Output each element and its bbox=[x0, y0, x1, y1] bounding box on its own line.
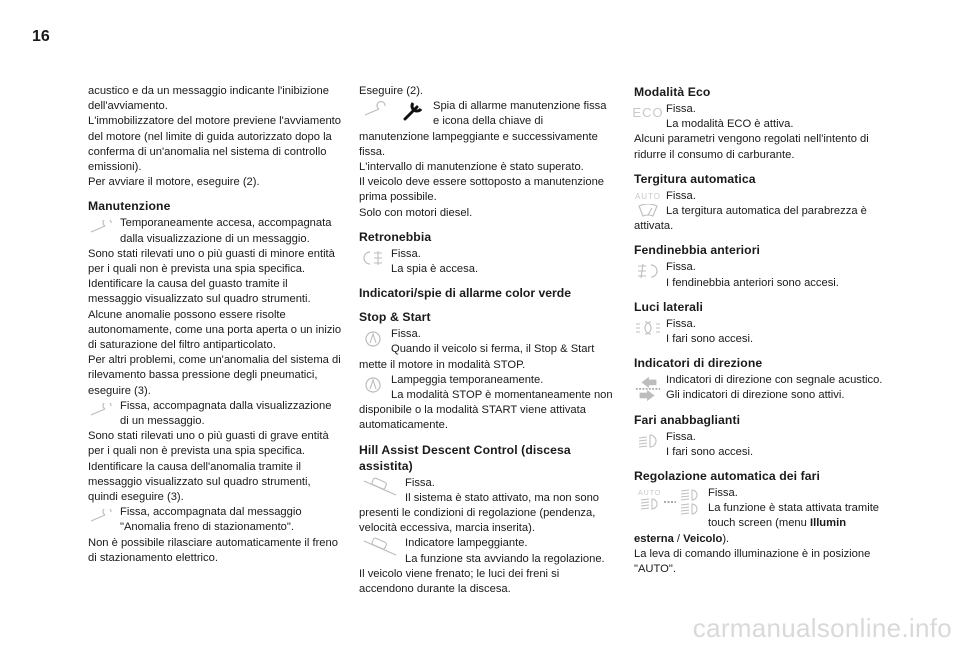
text: / bbox=[673, 532, 684, 545]
paragraph: I fendinebbia anteriori sono accesi. bbox=[666, 276, 839, 289]
paragraph: I fari sono accesi. bbox=[666, 333, 754, 346]
paragraph: Alcune anomalie possono essere risolte autonomamente, come una porta aperta o un inizio di saturazione del filtro antiparticolato. bbox=[88, 308, 342, 352]
auto-headlamps-icon bbox=[634, 486, 704, 518]
hill-descent-icon bbox=[359, 536, 401, 558]
wrench-icon bbox=[88, 505, 116, 527]
paragraph: Temporaneamente accesa, accompagnata dalla visualizzazione di un messaggio. bbox=[120, 217, 332, 245]
front-fog-item bbox=[634, 260, 888, 290]
column-2 bbox=[359, 84, 613, 597]
paragraph: Il veicolo viene frenato; le luci dei freni si accendono durante la discesa. bbox=[359, 567, 560, 596]
rear-fog-icon bbox=[359, 247, 387, 269]
section-title-front-fog: Fendinebbia anteriori bbox=[634, 243, 761, 258]
paragraph: La funzione sta avviando la regolazione. bbox=[405, 552, 605, 565]
paragraph: I fari sono accesi. bbox=[666, 445, 754, 458]
paragraph: Il sistema è stato attivato, ma non sono presenti le condizioni di regolazione (pendenza, velocità eccessiva, marcia inserita). bbox=[359, 491, 600, 535]
section-title-wiper: Tergitura automatica bbox=[634, 171, 756, 186]
wrench-icon bbox=[88, 399, 116, 421]
paragraph: Fissa. bbox=[666, 103, 696, 115]
paragraph: La modalità STOP è momentaneamente non disponibile o la modalità START viene attivata automaticamente. bbox=[359, 389, 613, 432]
rear-fog-item bbox=[359, 247, 613, 277]
page-number: 16 bbox=[32, 28, 50, 45]
paragraph: Fissa. bbox=[391, 247, 421, 260]
section-title-retronebbia: Retronebbia bbox=[359, 229, 432, 244]
section-title-auto-headlamps: Regolazione automatica dei fari bbox=[634, 469, 820, 484]
section-title-side-lights: Luci laterali bbox=[634, 299, 704, 314]
paragraph: Fissa. bbox=[708, 487, 738, 500]
paragraph: Fissa, accompagnata dalla visualizzazione di un messaggio. bbox=[120, 399, 332, 428]
paragraph: Identificare la causa dell'anomalia tramite il messaggio visualizzato sul quadro strumenti, quindi eseguire (3). bbox=[88, 460, 311, 504]
menu-name: Veicolo bbox=[683, 532, 723, 545]
column-1 bbox=[88, 84, 342, 566]
paragraph: Fissa, accompagnata dal messaggio "Anomalia freno di stazionamento". bbox=[120, 506, 302, 534]
section-title-low-beam: Fari anabbaglianti bbox=[634, 412, 741, 427]
paragraph: L'intervallo di manutenzione è stato superato. bbox=[359, 161, 584, 174]
paragraph: Eseguire (2). bbox=[359, 85, 424, 97]
front-fog-icon bbox=[634, 260, 662, 282]
paragraph: Lampeggia temporaneamente. bbox=[391, 373, 544, 386]
paragraph: Identificare la causa del guasto tramite il messaggio visualizzato sul quadro strumenti. bbox=[88, 278, 311, 306]
maintenance-item-3 bbox=[88, 505, 342, 566]
paragraph: Alcuni parametri vengono regolati nell'intento di ridurre il consumo di carburante. bbox=[634, 133, 869, 161]
paragraph: Fissa. bbox=[405, 476, 435, 489]
paragraph: Il veicolo deve essere sottoposto a manutenzione prima possibile. bbox=[359, 176, 605, 204]
wrench-icon bbox=[88, 216, 116, 238]
column-3 bbox=[634, 84, 888, 577]
section-title-stop-start: Stop & Start bbox=[359, 310, 431, 325]
paragraph: Fissa. bbox=[666, 261, 696, 274]
paragraph: Fissa. bbox=[391, 328, 421, 341]
paragraph: Indicatore lampeggiante. bbox=[405, 537, 528, 550]
paragraph: Per avviare il motore, eseguire (2). bbox=[88, 176, 260, 189]
hadc-item-1 bbox=[359, 476, 613, 537]
maintenance-wrench-icon bbox=[359, 99, 429, 121]
stop-start-item-2 bbox=[359, 373, 613, 434]
paragraph: Sono stati rilevati uno o più guasti di minore entità per i quali non è prevista una spia specifica. bbox=[88, 247, 335, 276]
paragraph: Indicatori di direzione con segnale acustico. bbox=[666, 374, 883, 387]
paragraph: Sono stati rilevati uno o più guasti di grave entità per i quali non è prevista una spia specifica. bbox=[88, 430, 329, 458]
section-title-eco: Modalità Eco bbox=[634, 85, 711, 99]
side-lights-icon bbox=[634, 317, 662, 339]
side-lights-item bbox=[634, 317, 888, 347]
auto-wiper-icon bbox=[634, 189, 662, 219]
paragraph: Quando il veicolo si ferma, il Stop & Start mette il motore in modalità STOP. bbox=[359, 343, 595, 371]
section-title-direction: Indicatori di direzione bbox=[634, 356, 763, 371]
section-title-manutenzione: Manutenzione bbox=[88, 199, 171, 214]
low-beam-item bbox=[634, 430, 888, 460]
auto-label: AUTO bbox=[634, 192, 662, 202]
paragraph: La spia è accesa. bbox=[391, 263, 479, 276]
paragraph: La leva di comando illuminazione è in posizione "AUTO". bbox=[634, 547, 871, 576]
paragraph: Fissa. bbox=[666, 189, 696, 202]
stop-start-icon bbox=[359, 373, 387, 395]
low-beam-icon bbox=[634, 430, 662, 452]
menu-name: Illumin esterna bbox=[634, 517, 847, 545]
text: ). bbox=[722, 532, 730, 545]
maintenance-item-1 bbox=[88, 216, 342, 398]
text: La funzione è stata attivata tramite touch screen (menu bbox=[708, 502, 880, 530]
auto-wiper-item bbox=[634, 189, 888, 235]
hill-descent-icon bbox=[359, 476, 401, 498]
direction-item bbox=[634, 373, 888, 403]
maintenance-wrench-item bbox=[359, 99, 613, 221]
auto-headlamps-item bbox=[634, 486, 888, 577]
paragraph: Fissa. bbox=[666, 430, 696, 443]
eco-icon-text: ECO bbox=[632, 105, 664, 121]
paragraph: La tergitura automatica del parabrezza è attivata. bbox=[634, 205, 867, 233]
paragraph: Spia di allarme manutenzione fissa e icona della chiave di manutenzione lampeggiante e successivamente fissa. bbox=[359, 100, 607, 158]
paragraph: Fissa. bbox=[666, 317, 696, 330]
eco-item bbox=[634, 102, 888, 163]
paragraph: Gli indicatori di direzione sono attivi. bbox=[666, 389, 845, 402]
paragraph: acustico e da un messaggio indicante l'inibizione dell'avviamento. bbox=[88, 85, 329, 113]
watermark: carmanualsonline.info bbox=[692, 613, 952, 643]
paragraph: L'immobilizzatore del motore previene l'avviamento del motore (nel limite di guida autorizzato dopo la conferma di un'anomalia nel sistema di controllo emissioni). bbox=[88, 115, 341, 174]
stop-start-icon bbox=[359, 327, 387, 349]
paragraph: La modalità ECO è attiva. bbox=[666, 118, 794, 131]
maintenance-item-2 bbox=[88, 399, 342, 505]
stop-start-item-1 bbox=[359, 327, 613, 373]
paragraph: Solo con motori diesel. bbox=[359, 206, 473, 219]
section-title-hadc: Hill Assist Descent Control (discesa assistita) bbox=[359, 442, 571, 473]
eco-icon bbox=[634, 102, 662, 124]
turn-signal-icon bbox=[634, 373, 662, 403]
paragraph: Non è possibile rilasciare automaticamente il freno di stazionamento elettrico. bbox=[88, 536, 338, 564]
paragraph: Per altri problemi, come un'anomalia del sistema di rilevamento bassa pressione degli pneumatici, eseguire (3). bbox=[88, 354, 341, 397]
svg-text:AUTO: AUTO bbox=[638, 490, 662, 498]
section-title-green: Indicatori/spie di allarme color verde bbox=[359, 286, 572, 301]
hadc-item-2 bbox=[359, 536, 613, 597]
